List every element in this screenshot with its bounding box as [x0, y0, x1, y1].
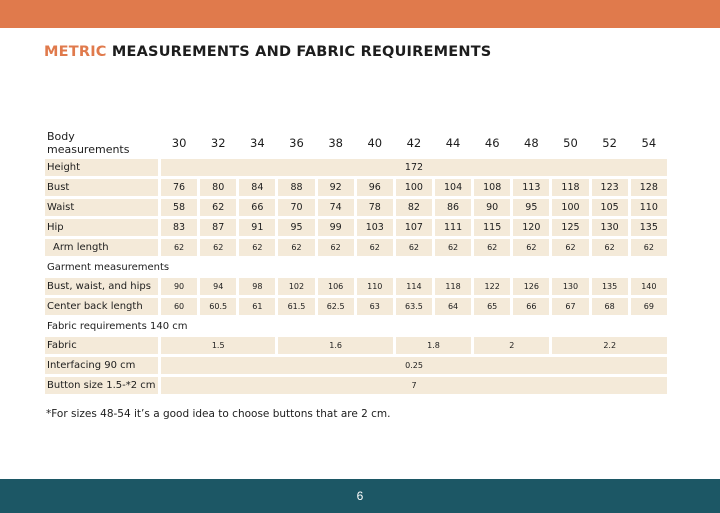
table-cell: 90: [161, 278, 197, 295]
bust-row: [45, 179, 667, 196]
button-row: [45, 377, 667, 394]
table-cell: 110: [631, 199, 667, 216]
table-cell: 87: [200, 219, 236, 236]
table-cell: 96: [357, 179, 393, 196]
table-cell: 62: [513, 239, 549, 256]
page-number: 6: [356, 489, 364, 503]
title-rest: MEASUREMENTS AND FABRIC REQUIREMENTS: [106, 44, 492, 60]
garment-heading-row: [45, 259, 667, 275]
table-cell: 98: [239, 278, 275, 295]
table-cell: 62: [552, 239, 588, 256]
hip-row: [45, 219, 667, 236]
page-title: [44, 44, 491, 60]
row-label: Button size 1.5-*2 cm: [45, 377, 158, 394]
table-cell: 60.5: [200, 298, 236, 315]
table-cell: 100: [396, 179, 432, 196]
header-label: Body measurements: [47, 130, 130, 156]
table-cell: 2: [474, 337, 549, 354]
table-cell: 115: [474, 219, 510, 236]
size-header: 50: [563, 136, 578, 150]
row-label: Arm length: [45, 239, 158, 256]
size-header: 32: [210, 136, 226, 150]
table-cell: 103: [357, 219, 393, 236]
table-cell: 110: [357, 278, 393, 295]
table-cell: 92: [318, 179, 354, 196]
size-header: 36: [289, 136, 304, 150]
interfacing-row: [45, 357, 667, 374]
size-header: 44: [445, 136, 461, 150]
table-cell: 95: [278, 219, 314, 236]
table-cell: 0.25: [161, 357, 667, 374]
table-cell: 107: [396, 219, 432, 236]
size-header: 48: [524, 136, 539, 150]
size-header: 52: [602, 136, 617, 150]
table-cell: 63.5: [396, 298, 432, 315]
table-cell: 76: [161, 179, 197, 196]
table-cell: 62: [161, 239, 197, 256]
table-cell: 2.2: [552, 337, 667, 354]
table-cell: 78: [357, 199, 393, 216]
table-cell: 113: [513, 179, 549, 196]
table-cell: 122: [474, 278, 510, 295]
table-cell: 130: [552, 278, 588, 295]
table-cell: 62: [239, 239, 275, 256]
table-cell: 91: [239, 219, 275, 236]
table-cell: 58: [161, 199, 197, 216]
table-cell: 62: [396, 239, 432, 256]
size-header-row: [45, 130, 667, 156]
table-cell: 111: [435, 219, 471, 236]
height-value: 172: [161, 159, 667, 176]
row-label: Fabric: [45, 337, 158, 354]
table-cell: 60: [161, 298, 197, 315]
table-cell: 140: [631, 278, 667, 295]
table-cell: 61.5: [278, 298, 314, 315]
waist-row: [45, 199, 667, 216]
table-cell: 104: [435, 179, 471, 196]
size-header: 30: [171, 136, 187, 150]
arm-length-row: [45, 239, 667, 256]
table-cell: 125: [552, 219, 588, 236]
size-header: 38: [328, 136, 343, 150]
table-cell: 86: [435, 199, 471, 216]
table-cell: 62: [435, 239, 471, 256]
table-cell: 100: [552, 199, 588, 216]
table-cell: 61: [239, 298, 275, 315]
bust-waist-hips-row: [45, 278, 667, 295]
table-cell: 80: [200, 179, 236, 196]
table-cell: 130: [592, 219, 628, 236]
table-cell: 102: [278, 278, 314, 295]
row-label: Center back length: [45, 298, 158, 315]
table-cell: 66: [513, 298, 549, 315]
height-row: [45, 159, 667, 176]
table-cell: 67: [552, 298, 588, 315]
row-label: Hip: [45, 219, 158, 236]
table-cell: 7: [161, 377, 667, 394]
row-label: Height: [45, 159, 158, 176]
table-cell: 106: [318, 278, 354, 295]
size-header: 42: [406, 136, 422, 150]
table-cell: 118: [435, 278, 471, 295]
table-cell: 62: [474, 239, 510, 256]
table-cell: 68: [592, 298, 628, 315]
footnote: *For sizes 48-54 it’s a good idea to choose buttons that are 2 cm.: [46, 408, 391, 420]
table-cell: 114: [396, 278, 432, 295]
measurement-table: [42, 127, 670, 397]
table-cell: 126: [513, 278, 549, 295]
row-label: Bust: [45, 179, 158, 196]
table-cell: 84: [239, 179, 275, 196]
table-cell: 62: [592, 239, 628, 256]
table-cell: 62: [278, 239, 314, 256]
table-cell: 1.6: [278, 337, 392, 354]
table-cell: 135: [592, 278, 628, 295]
table-cell: 94: [200, 278, 236, 295]
fabric-heading-row: [45, 318, 667, 334]
table-cell: 62.5: [318, 298, 354, 315]
table-cell: 62: [631, 239, 667, 256]
table-cell: 62: [357, 239, 393, 256]
size-header: 54: [641, 136, 657, 150]
section-heading: Fabric requirements 140 cm: [47, 320, 188, 332]
table-cell: 63: [357, 298, 393, 315]
table-cell: 65: [474, 298, 510, 315]
table-cell: 88: [278, 179, 314, 196]
table-cell: 82: [396, 199, 432, 216]
size-header: 46: [484, 136, 500, 150]
table-cell: 123: [592, 179, 628, 196]
table-cell: 74: [318, 199, 354, 216]
table-cell: 118: [552, 179, 588, 196]
table-cell: 90: [474, 199, 510, 216]
table-cell: 120: [513, 219, 549, 236]
row-label: Waist: [45, 199, 158, 216]
table-cell: 70: [278, 199, 314, 216]
table-cell: 108: [474, 179, 510, 196]
title-accent: METRIC: [44, 44, 107, 60]
table-cell: 1.5: [161, 337, 275, 354]
row-label: Bust, waist, and hips: [45, 278, 158, 295]
section-heading: Garment measurements: [47, 261, 170, 273]
table-cell: 95: [513, 199, 549, 216]
table-cell: 83: [161, 219, 197, 236]
table-cell: 66: [239, 199, 275, 216]
table-cell: 99: [318, 219, 354, 236]
table-cell: 69: [631, 298, 667, 315]
size-header: 34: [250, 136, 265, 150]
top-accent-bar: [0, 0, 720, 28]
table-cell: 135: [631, 219, 667, 236]
table-cell: 1.8: [396, 337, 471, 354]
fabric-row: [45, 337, 667, 354]
table-cell: 62: [200, 199, 236, 216]
size-header: 40: [367, 136, 383, 150]
center-back-length-row: [45, 298, 667, 315]
footer-bar: [0, 479, 720, 513]
table-cell: 105: [592, 199, 628, 216]
table-cell: 62: [318, 239, 354, 256]
row-label: Interfacing 90 cm: [45, 357, 158, 374]
table-cell: 64: [435, 298, 471, 315]
table-cell: 62: [200, 239, 236, 256]
table-cell: 128: [631, 179, 667, 196]
